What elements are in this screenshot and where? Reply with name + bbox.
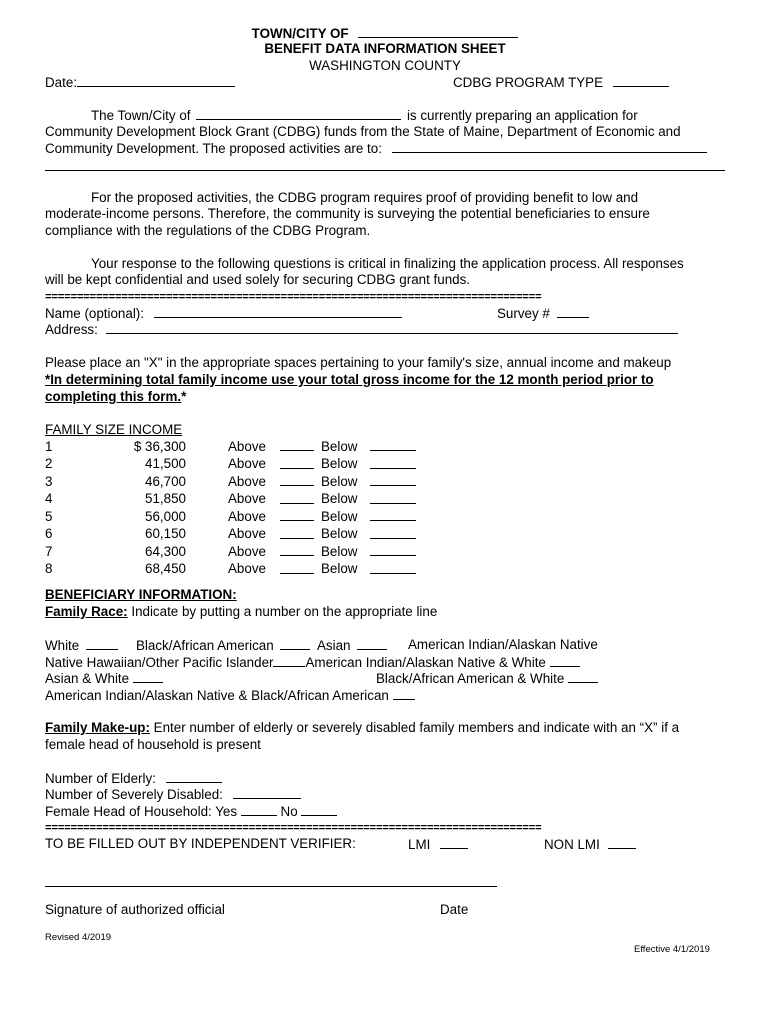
race-asian-label: Asian [317, 638, 351, 653]
family-size: 1 [45, 438, 53, 454]
race-asian-white-label: Asian & White [45, 671, 130, 686]
below-field[interactable] [370, 543, 416, 556]
below-field-cell [366, 491, 421, 509]
verifier-label: TO BE FILLED OUT BY INDEPENDENT VERIFIER: [45, 836, 356, 851]
below-field-cell [366, 456, 421, 474]
above-field-cell [276, 438, 321, 456]
name-label: Name (optional): [45, 306, 144, 321]
signature-field[interactable] [45, 886, 497, 887]
below-label: Below [321, 543, 358, 559]
income-limit: 41,500 [145, 456, 186, 471]
income-limit: 46,700 [145, 473, 186, 489]
above-field[interactable] [280, 456, 314, 469]
intro-line-2: Community Development Block Grant (CDBG) funds from the State of Maine, Department of Economic and [45, 124, 681, 139]
program-type-label: CDBG PROGRAM TYPE [453, 75, 604, 90]
gross-income-note-star: * [181, 389, 187, 404]
address-field[interactable] [106, 321, 678, 334]
sheet-title: BENEFIT DATA INFORMATION SHEET [264, 41, 506, 56]
below-field[interactable] [370, 473, 416, 486]
para2-line-1: For the proposed activities, the CDBG program requires proof of providing benefit to low and [91, 190, 639, 205]
town-city-name-field[interactable] [196, 107, 401, 120]
female-head-no-label: No [280, 804, 298, 819]
above-label: Above [228, 438, 266, 454]
beneficiary-heading: BENEFICIARY INFORMATION: [45, 587, 237, 602]
family-size: 4 [45, 491, 53, 506]
female-head-yes-field[interactable] [241, 803, 277, 816]
family-size: 2 [45, 456, 53, 471]
race-american-indian-label: American Indian/Alaskan Native [408, 637, 598, 652]
race-asian-field[interactable] [357, 637, 387, 650]
family-race-label: Family Race: [45, 604, 128, 619]
family-race-line [45, 604, 437, 621]
race-ai-white-label: American Indian/Alaskan Native & White [305, 655, 546, 670]
proposed-activities-field[interactable] [392, 140, 707, 153]
above-label: Above [228, 508, 266, 524]
below-label: Below [321, 526, 358, 541]
income-limit: 56,000 [145, 508, 186, 524]
above-label: Above [228, 473, 266, 489]
family-size: 7 [45, 543, 53, 559]
female-head-line [45, 803, 337, 821]
income-limit: 60,150 [145, 526, 186, 541]
below-field-cell [366, 473, 421, 491]
intro-text-3: Community Development. The proposed activities are to: [45, 141, 382, 156]
below-label: Below [321, 491, 358, 506]
disabled-field[interactable] [233, 786, 301, 799]
above-field[interactable] [280, 543, 314, 556]
family-size: 6 [45, 526, 53, 541]
race-ai-white-field[interactable] [550, 654, 580, 667]
family-size: 3 [45, 473, 53, 489]
town-city-label: TOWN/CITY OF [251, 26, 349, 41]
income-row [45, 526, 421, 544]
race-black-white-label: Black/African American & White [376, 671, 565, 686]
intro-line-1 [91, 107, 638, 125]
race-asian-white-field[interactable] [133, 670, 163, 683]
intro-text-1: The Town/City of [91, 108, 191, 123]
non-lmi-label: NON LMI [544, 837, 600, 852]
income-row [45, 473, 421, 491]
race-black-label: Black/African American [136, 638, 274, 653]
race-line-1 [45, 637, 118, 655]
below-label: Below [321, 508, 358, 524]
female-head-no-field[interactable] [301, 803, 337, 816]
effective-date: Effective 4/1/2019 [634, 944, 710, 955]
above-field[interactable] [280, 508, 314, 521]
signature-date-label: Date [440, 902, 469, 917]
above-field-cell [276, 561, 321, 579]
signature-label: Signature of authorized official [45, 902, 225, 917]
program-type-field[interactable] [613, 74, 669, 87]
income-row [45, 438, 421, 456]
below-label: Below [321, 438, 358, 454]
race-white-label: White [45, 638, 80, 653]
para2-line-2: moderate-income persons. Therefore, the community is surveying the potential beneficiaries to ensure [45, 206, 650, 221]
survey-line [497, 305, 589, 323]
family-size: 8 [45, 561, 53, 576]
below-field[interactable] [370, 561, 416, 574]
race-black-white-field[interactable] [568, 670, 598, 683]
below-label: Below [321, 561, 358, 576]
non-lmi-field[interactable] [608, 836, 636, 849]
income-table-header: FAMILY SIZE INCOME [45, 422, 183, 437]
female-head-label: Female Head of Household: Yes [45, 804, 238, 819]
program-type-line [453, 74, 669, 92]
race-native-hawaiian-field[interactable] [273, 654, 305, 667]
race-black-field[interactable] [280, 637, 310, 650]
separator-line-2: ============================================================================== [45, 823, 542, 835]
family-makeup-line-1 [45, 720, 679, 737]
income-row [45, 456, 421, 474]
lmi-label: LMI [408, 837, 431, 852]
survey-field[interactable] [557, 305, 589, 318]
family-makeup-text-2: female head of household is present [45, 737, 261, 752]
lmi-group [408, 836, 468, 854]
race-asian-group [317, 637, 387, 655]
county-name: WASHINGTON COUNTY [309, 58, 461, 73]
below-field-cell [366, 526, 421, 544]
above-field-cell [276, 456, 321, 474]
race-native-hawaiian-label: Native Hawaiian/Other Pacific Islander [45, 655, 274, 670]
family-size: 5 [45, 508, 53, 524]
below-field[interactable] [370, 491, 416, 504]
race-white-field[interactable] [86, 637, 118, 650]
proposed-activities-field-2[interactable] [45, 170, 725, 171]
below-field[interactable] [370, 526, 416, 539]
non-lmi-group [544, 836, 636, 854]
income-limit: 51,850 [145, 491, 186, 506]
income-row [45, 561, 421, 579]
date-field[interactable] [77, 74, 235, 87]
income-limit: 68,450 [145, 561, 186, 576]
below-field[interactable] [370, 508, 416, 521]
gross-income-note-2-line [45, 389, 186, 406]
gross-income-note-2: completing this form. [45, 389, 182, 404]
above-field-cell [276, 491, 321, 509]
address-label: Address: [45, 322, 98, 337]
name-field[interactable] [154, 305, 402, 318]
income-limit: 64,300 [145, 543, 186, 559]
income-row [45, 543, 421, 561]
date-label: Date: [45, 75, 78, 90]
above-field[interactable] [280, 491, 314, 504]
elderly-line [45, 770, 222, 788]
above-field-cell [276, 543, 321, 561]
family-makeup-label: Family Make-up: [45, 720, 150, 735]
below-label: Below [321, 456, 358, 471]
separator-line: ============================================================================== [45, 292, 542, 304]
above-label: Above [228, 491, 266, 506]
elderly-label: Number of Elderly: [45, 771, 156, 786]
survey-label: Survey # [497, 306, 550, 321]
race-ai-black-field[interactable] [393, 687, 415, 700]
income-limit: $ 36,300 [133, 438, 186, 454]
race-black-white-group [376, 670, 598, 688]
disabled-line [45, 786, 301, 804]
income-table [45, 438, 421, 578]
above-field[interactable] [280, 473, 314, 486]
above-label: Above [228, 456, 266, 471]
address-line [45, 321, 678, 339]
below-label: Below [321, 473, 358, 489]
race-ai-black-group [45, 687, 415, 705]
above-field[interactable] [280, 438, 314, 451]
above-label: Above [228, 543, 266, 559]
intro-line-3 [45, 140, 707, 158]
below-field-cell [366, 508, 421, 526]
below-field[interactable] [370, 438, 416, 451]
above-field-cell [276, 526, 321, 544]
above-field-cell [276, 473, 321, 491]
para3-line-1: Your response to the following questions is critical in finalizing the application process. All responses [91, 256, 684, 271]
above-field[interactable] [280, 561, 314, 574]
date-line [45, 74, 235, 92]
gross-income-note-1: *In determining total family income use your total gross income for the 12 month period prior to [45, 372, 654, 387]
above-label: Above [228, 526, 266, 541]
below-field-cell [366, 561, 421, 579]
instructions-text: Please place an "X" in the appropriate spaces pertaining to your family's size, annual income and makeup [45, 355, 672, 370]
town-city-field[interactable] [358, 25, 518, 38]
race-black-group [136, 637, 310, 655]
race-asian-white-group [45, 670, 163, 688]
elderly-field[interactable] [166, 770, 222, 783]
revised-date: Revised 4/2019 [45, 932, 112, 943]
income-row [45, 508, 421, 526]
lmi-field[interactable] [440, 836, 468, 849]
para2-line-3: compliance with the regulations of the CDBG Program. [45, 223, 371, 238]
para3-line-2: will be kept confidential and used solely for securing CDBG grant funds. [45, 272, 471, 287]
race-line-2 [45, 654, 580, 672]
above-field-cell [276, 508, 321, 526]
above-label: Above [228, 561, 266, 576]
above-field[interactable] [280, 526, 314, 539]
below-field-cell [366, 438, 421, 456]
intro-text-2: is currently preparing an application for [406, 108, 638, 123]
name-line [45, 305, 402, 323]
disabled-label: Number of Severely Disabled: [45, 787, 223, 802]
income-row [45, 491, 421, 509]
below-field-cell [366, 543, 421, 561]
town-city-line [0, 25, 770, 43]
below-field[interactable] [370, 456, 416, 469]
family-makeup-text-1: Enter number of elderly or severely disabled family members and indicate with an “X” if a [149, 720, 680, 735]
family-race-text: Indicate by putting a number on the appropriate line [127, 604, 438, 619]
race-ai-black-label: American Indian/Alaskan Native & Black/African American [45, 688, 389, 703]
